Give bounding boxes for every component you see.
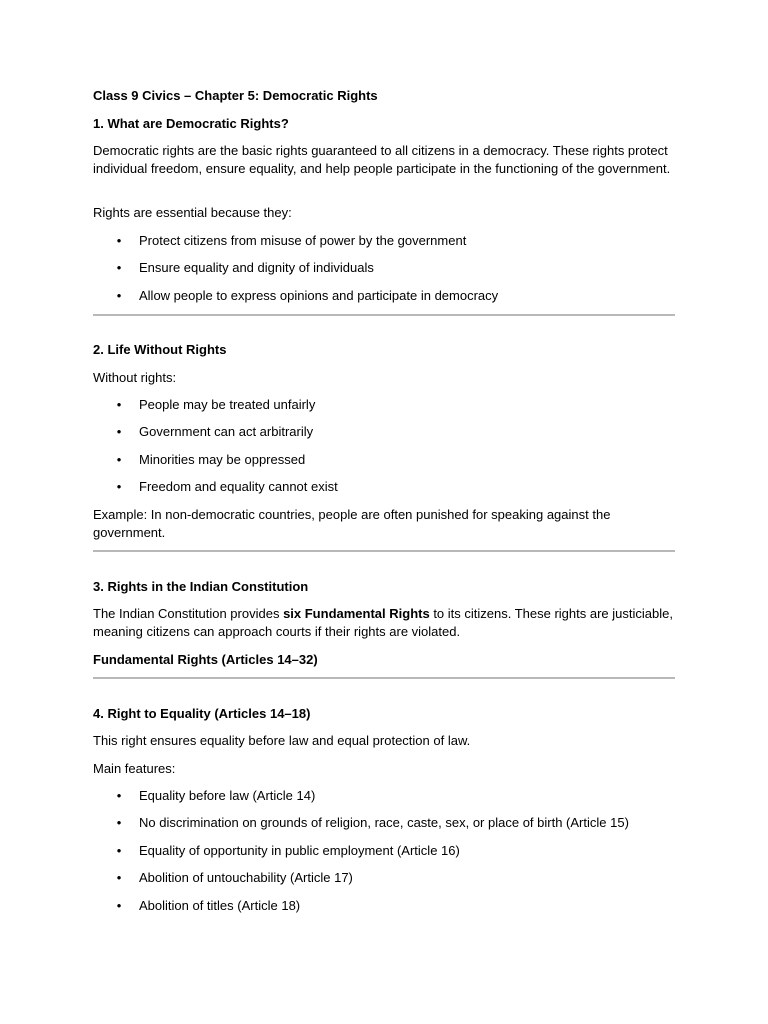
list-item: Abolition of titles (Article 18): [139, 898, 301, 913]
paragraph-text: to its citizens. These rights are justiciable, meaning citizens can approach courts if their rights are violated.: [93, 606, 673, 639]
paragraph-text: The Indian Constitution provides: [93, 606, 284, 621]
list-item: Protect citizens from misuse of power by the government: [139, 233, 467, 248]
section-paragraph: [93, 605, 678, 641]
section-divider: [93, 314, 675, 316]
section-paragraph: This right ensures equality before law and equal protection of law.: [93, 733, 471, 748]
bullet-glyph: •: [116, 260, 122, 275]
section-intro: Rights are essential because they:: [93, 205, 292, 220]
bullet-glyph: •: [116, 452, 122, 467]
list-item: Government can act arbitrarily: [139, 424, 314, 439]
bullet-glyph: •: [116, 233, 122, 248]
bullet-glyph: •: [116, 397, 122, 412]
list-item: Allow people to express opinions and participate in democracy: [139, 288, 499, 303]
bullet-glyph: •: [116, 788, 122, 803]
bullet-glyph: •: [116, 424, 122, 439]
document-title: Class 9 Civics – Chapter 5: Democratic Rights: [93, 88, 378, 103]
bullet-glyph: •: [116, 870, 122, 885]
list-item: Ensure equality and dignity of individuals: [139, 260, 374, 275]
bullet-glyph: •: [116, 843, 122, 858]
list-item: Freedom and equality cannot exist: [139, 479, 338, 494]
bullet-glyph: •: [116, 479, 122, 494]
subheading-fundamental-rights: Fundamental Rights (Articles 14–32): [93, 652, 318, 667]
bullet-glyph: •: [116, 288, 122, 303]
section-heading-right-to-equality: 4. Right to Equality (Articles 14–18): [93, 706, 311, 721]
list-item: Equality of opportunity in public employment (Article 16): [139, 843, 460, 858]
bullet-glyph: •: [116, 898, 122, 913]
bullet-glyph: •: [116, 815, 122, 830]
example-paragraph: Example: In non-democratic countries, people are often punished for speaking against the government.: [93, 507, 611, 540]
section-heading-life-without-rights: 2. Life Without Rights: [93, 342, 227, 357]
section-divider: [93, 550, 675, 552]
section-intro: Without rights:: [93, 370, 177, 385]
emphasis-text: six Fundamental Rights: [283, 606, 430, 621]
list-item: Equality before law (Article 14): [139, 788, 316, 803]
section-heading-what-are-rights: 1. What are Democratic Rights?: [93, 116, 289, 131]
section-paragraph: Democratic rights are the basic rights guaranteed to all citizens in a democracy. These rights protect individual freedom, ensure equality, and help people participate in the functioning of the government.: [93, 143, 671, 176]
section-heading-indian-constitution: 3. Rights in the Indian Constitution: [93, 579, 309, 594]
list-item: Abolition of untouchability (Article 17): [139, 870, 353, 885]
section-divider: [93, 677, 675, 679]
list-item: Minorities may be oppressed: [139, 452, 306, 467]
list-item: People may be treated unfairly: [139, 397, 316, 412]
list-item: No discrimination on grounds of religion, race, caste, sex, or place of birth (Article 15): [139, 815, 629, 830]
section-intro: Main features:: [93, 761, 176, 776]
